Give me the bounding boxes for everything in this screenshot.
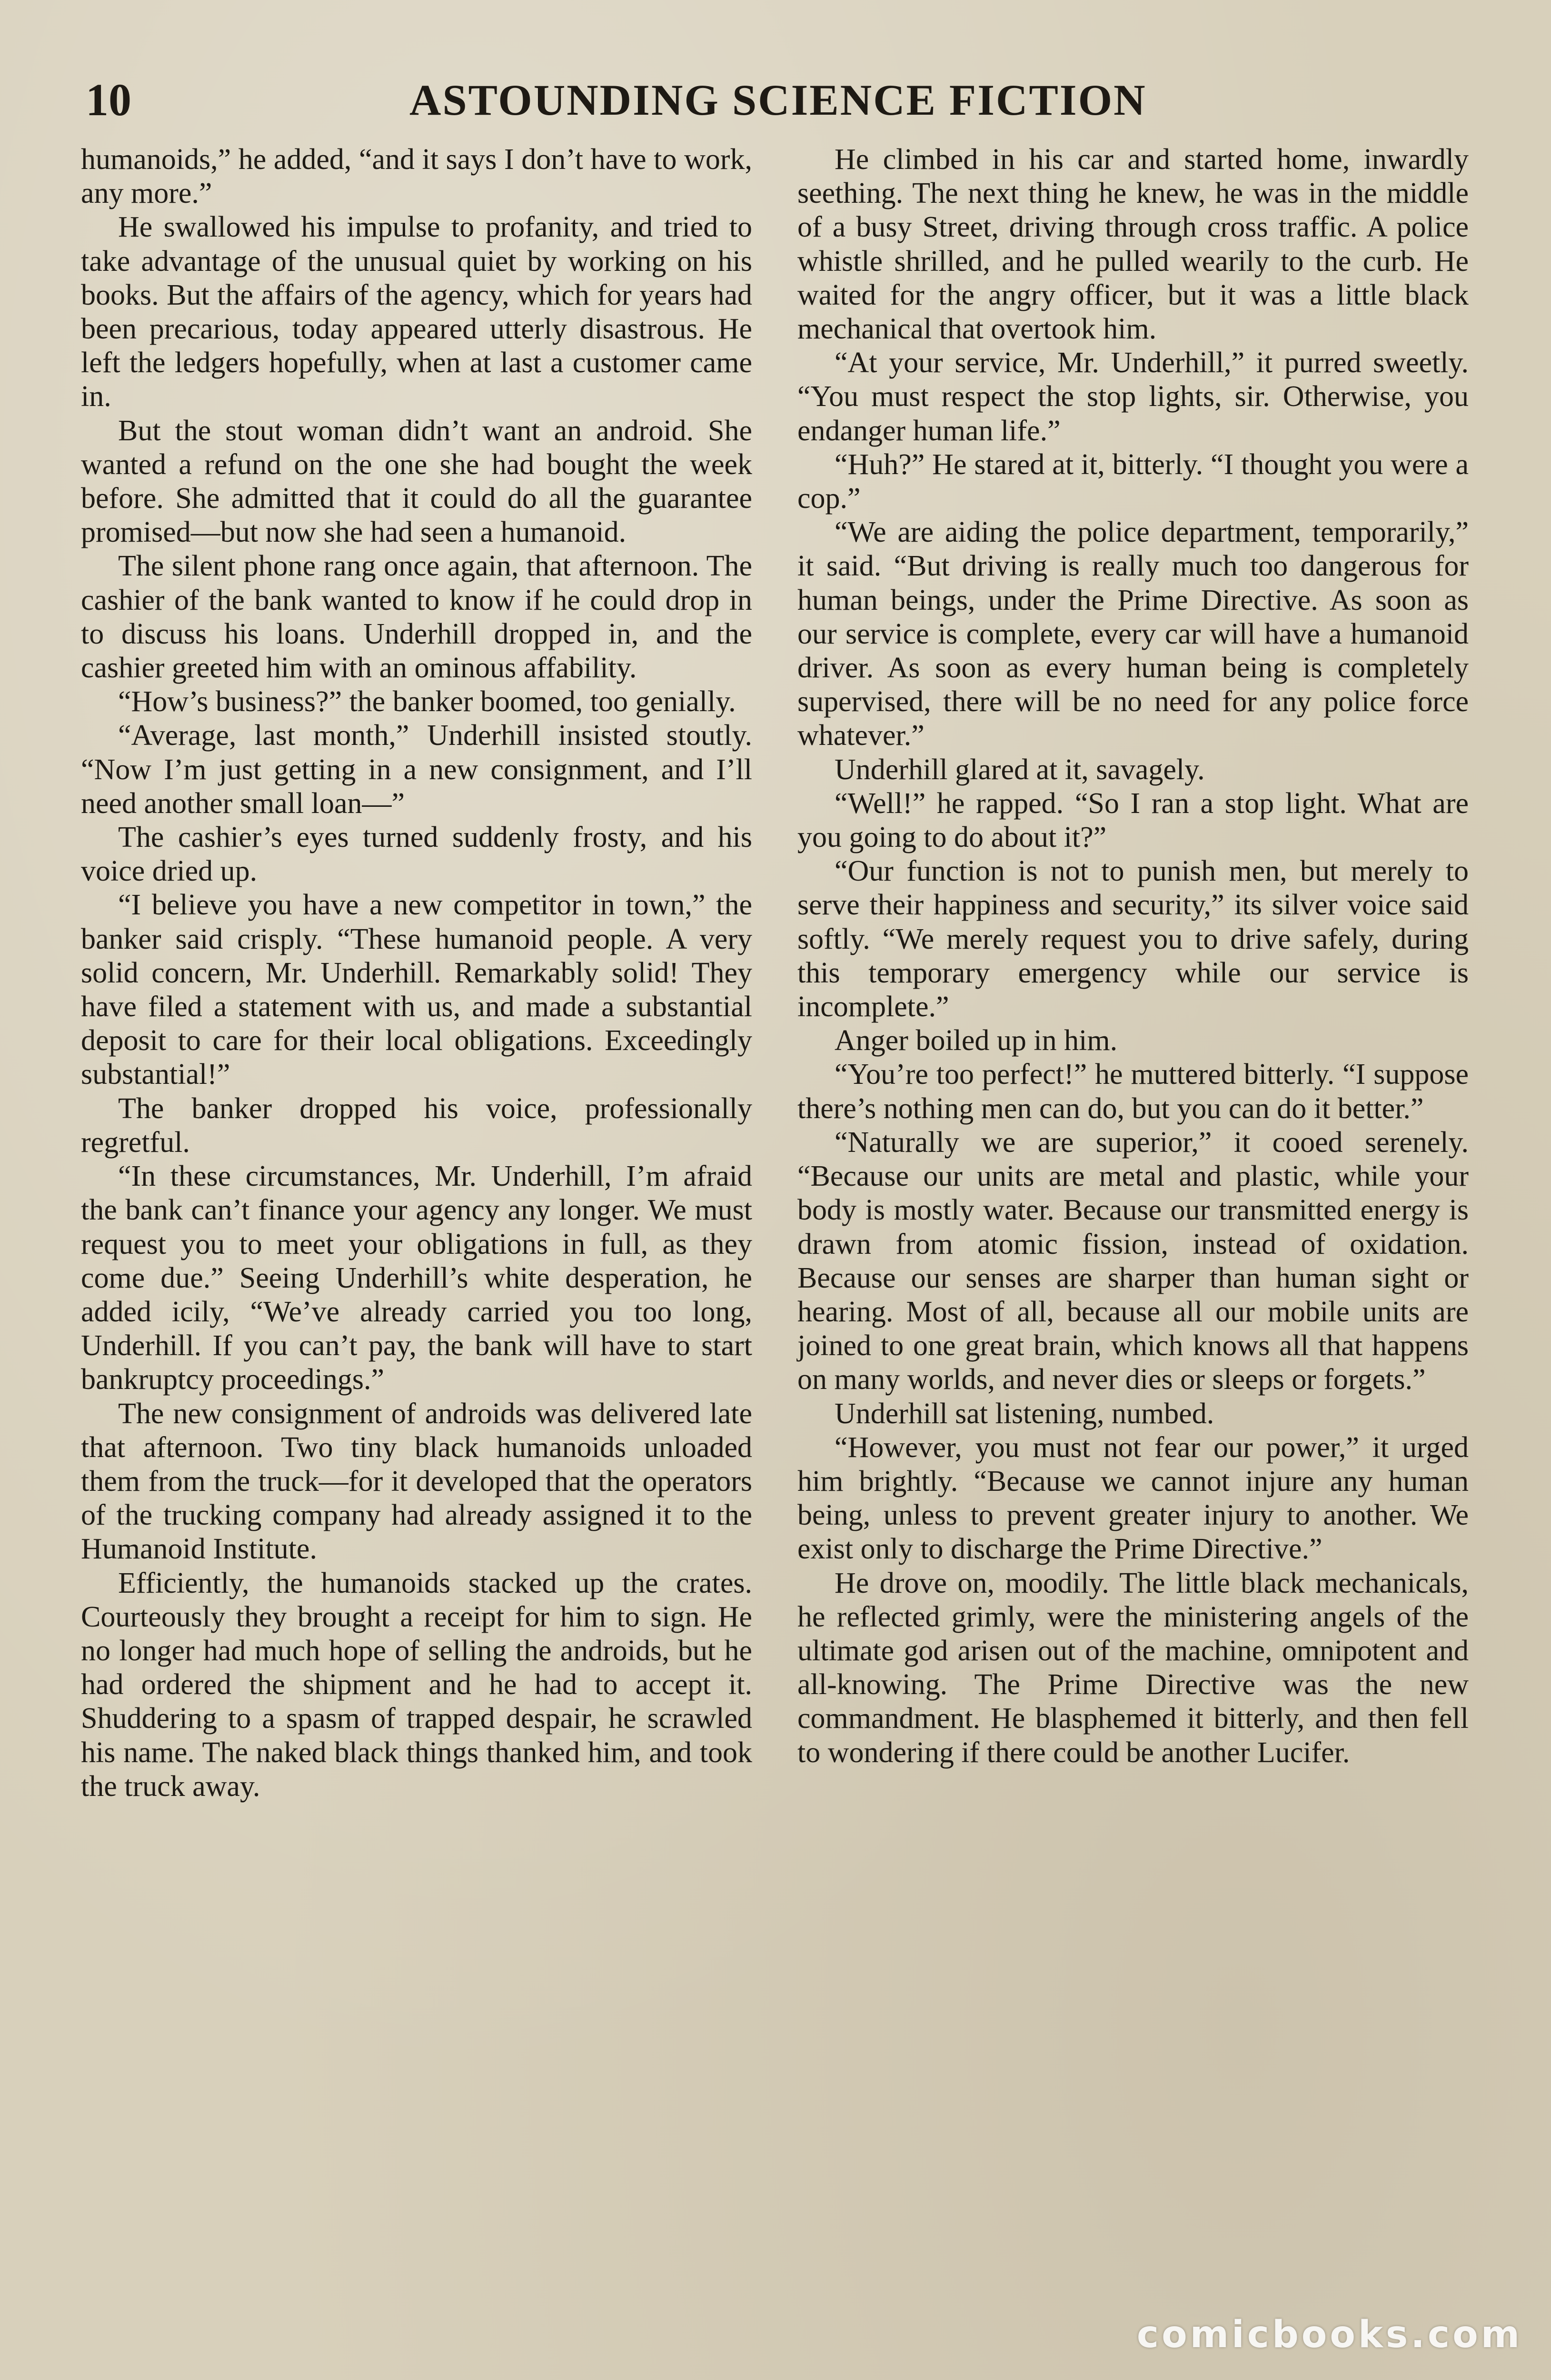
- paragraph: He drove on, moodily. The little black mechanicals, he reflected grimly, were the ministering angels of the ultimate god arisen out of the machine, omnipotent and all-knowing. The Prime Directive was the new commandment. He blasphemed it bitterly, and then fell to wondering if there could be another Lucifer.: [797, 1567, 1469, 1769]
- paragraph: The silent phone rang once again, that afternoon. The cashier of the bank wanted to know if he could drop in to discuss his loans. Underhill dropped in, and the cashier greeted him with an ominous affability.: [81, 550, 752, 684]
- paragraph: “In these circumstances, Mr. Underhill, I’m afraid the bank can’t finance your agency any longer. We must request you to meet your obligations in full, as they come due.” Seeing Underhill’s white desperation, he added icily, “We’ve already carried you too long, Underhill. If you can’t pay, the bank will have to start bankruptcy proceedings.”: [81, 1160, 752, 1396]
- paragraph: Efficiently, the humanoids stacked up the crates. Courteously they brought a receipt for him to sign. He no longer had much hope of selling the androids, but he had ordered the shipment and he had to accept it. Shuddering to a spasm of trapped despair, he scrawled his name. The naked black things thanked him, and took the truck away.: [81, 1567, 752, 1803]
- paragraph: Underhill glared at it, savagely.: [835, 753, 1205, 786]
- paragraph: “You’re too perfect!” he muttered bitterly. “I suppose there’s nothing men can do, but you can do it better.”: [797, 1058, 1469, 1125]
- paragraph: “Our function is not to punish men, but merely to serve their happiness and security,” its silver voice said softly. “We merely request you to drive safely, during this temporary emergency while our service is incomplete.”: [797, 855, 1469, 1023]
- paragraph: He climbed in his car and started home, inwardly seething. The next thing he knew, he was in the middle of a busy Street, driving through cross traffic. A police whistle shrilled, and he pulled wearily to the curb. He waited for the angry officer, but it was a little black mechanical that overtook him.: [797, 143, 1469, 346]
- paragraph: “I believe you have a new competitor in town,” the banker said crisply. “These humanoid people. A very solid concern, Mr. Underhill. Remarkably solid! They have filed a statement with us, and made a substantial deposit to care for their local obligations. Exceedingly substantial!”: [81, 889, 752, 1091]
- paragraph: He swallowed his impulse to profanity, and tried to take advantage of the unusual quiet by working on his books. But the affairs of the agency, which for years had been precarious, today appeared utterly disastrous. He left the ledgers hopefully, when at last a customer came in.: [81, 211, 752, 413]
- page-number: 10: [86, 74, 131, 125]
- paragraph: The banker dropped his voice, professionally regretful.: [81, 1092, 752, 1159]
- paragraph: Anger boiled up in him.: [835, 1024, 1118, 1057]
- paragraph: “How’s business?” the banker boomed, too genially.: [118, 685, 736, 718]
- paragraph: The new consignment of androids was delivered late that afternoon. Two tiny black humanoids unloaded them from the truck—for it developed that the operators of the trucking company had already assigned it to the Humanoid Institute.: [81, 1397, 752, 1566]
- paragraph: “Naturally we are superior,” it cooed serenely. “Because our units are metal and plastic, while your body is mostly water. Because our transmitted energy is drawn from atomic fission, instead of oxidation. Because our senses are sharper than human sight or hearing. Most of all, because all our mobile units are joined to one great brain, which knows all that happens on many worlds, and never dies or sleeps or forgets.”: [797, 1126, 1469, 1396]
- paragraph: “However, you must not fear our power,” it urged him brightly. “Because we cannot injure any human being, unless to prevent greater injury to another. We exist only to discharge the Prime Directive.”: [797, 1431, 1469, 1566]
- left-text-column: [81, 143, 752, 1804]
- paragraph: “Average, last month,” Underhill insisted stoutly. “Now I’m just getting in a new consignment, and I’ll need another small loan—”: [81, 719, 752, 820]
- running-title: ASTOUNDING SCIENCE FICTION: [409, 76, 1147, 124]
- paragraph: But the stout woman didn’t want an android. She wanted a refund on the one she had bought the week before. She admitted that it could do all the guarantee promised—but now she had seen a humanoid.: [81, 414, 752, 549]
- paragraph: “Well!” he rapped. “So I ran a stop light. What are you going to do about it?”: [797, 787, 1469, 854]
- paragraph: “Huh?” He stared at it, bitterly. “I thought you were a cop.”: [797, 448, 1469, 515]
- paragraph: “We are aiding the police department, temporarily,” it said. “But driving is really much too dangerous for human beings, under the Prime Directive. As soon as our service is complete, every car will have a humanoid driver. As soon as every human being is completely supervised, there will be no need for any police force whatever.”: [797, 516, 1469, 752]
- right-text-column: [797, 143, 1469, 1770]
- page-header: [86, 71, 1466, 129]
- paragraph: The cashier’s eyes turned suddenly frosty, and his voice dried up.: [81, 821, 752, 888]
- paragraph: humanoids,” he added, “and it says I don’t have to work, any more.”: [81, 143, 752, 210]
- paragraph: Underhill sat listening, numbed.: [835, 1397, 1214, 1430]
- watermark: comicbooks.com: [1136, 2313, 1522, 2356]
- paragraph: “At your service, Mr. Underhill,” it purred sweetly. “You must respect the stop lights, sir. Otherwise, you endanger human life.”: [797, 347, 1469, 447]
